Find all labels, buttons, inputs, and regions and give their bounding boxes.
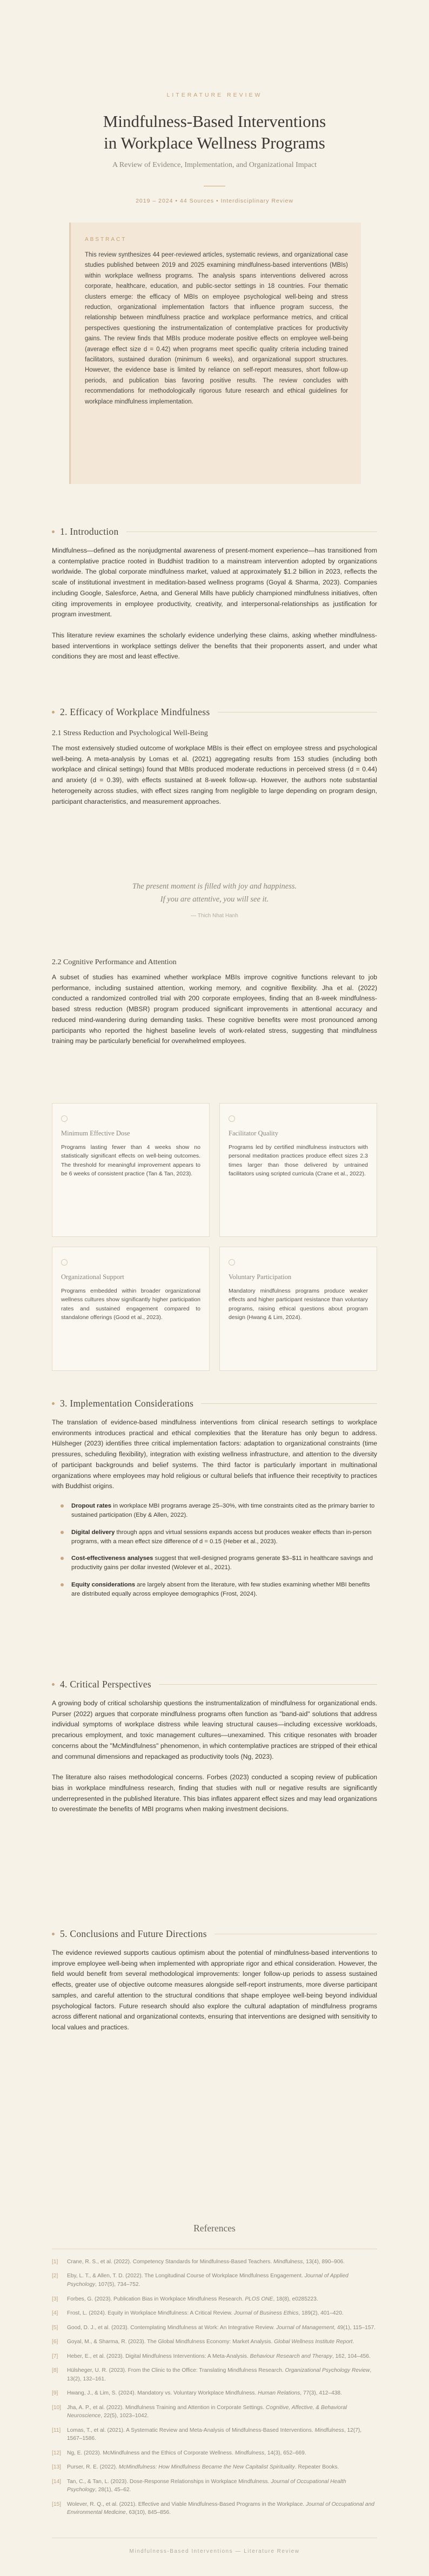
reference-text: Tan, C., & Tan, L. (2023). Dose-Response Relationships in Workplace Mindfulness. bbox=[67, 2478, 271, 2485]
reference-source: Human Relations bbox=[258, 2390, 300, 2397]
reference-details: , 12(7), 1567–1586. bbox=[67, 2427, 362, 2442]
abstract-box bbox=[69, 223, 361, 484]
reference-details: , 13(2), 132–161. bbox=[67, 2367, 372, 2382]
section-introduction bbox=[52, 525, 377, 662]
reference-number: [8] bbox=[52, 2367, 58, 2373]
pull-quote bbox=[52, 880, 377, 906]
abstract-text: This review synthesizes 44 peer-reviewed articles, systematic reviews, and organizational case studies published between 2019 and 2025 examining mindfulness-based interventions (MBIs) within workplace wellness programs. The analysis spans interventions delivered across corporate, healthcare, education, and public-sector settings in 18 countries. Four thematic clusters emerge: the efficacy of MBIs on employee psychological well-being and stress reduction, organizational implementation factors that influence program success, the relationship between mindfulness practice and workplace performance metrics, and critical perspectives questioning the instrumentalization of contemplative practices for productivity gains. The review finds that MBIs produce moderate positive effects on employee well-being (average effect size d = 0.42) when programs meet specific quality criteria including trained facilitators, sustained duration (minimum 6 weeks), and organizational support structures. However, the evidence base is limited by reliance on self-report measures, short follow-up periods, and publication bias favoring positive results. The review concludes with recommendations for methodologically rigorous future research and ethical guidelines for workplace mindfulness implementation. bbox=[85, 252, 348, 405]
reference-item bbox=[52, 2426, 377, 2443]
doc-meta: 2019 – 2024 • 44 Sources • Interdisciplinary Review bbox=[136, 198, 293, 204]
paragraph: The evidence reviewed supports cautious optimism about the potential of mindfulness-based interventions to improve employee well-being when implemented with appropriate rigor and ethical consideration. However, the field would benefit from several methodological improvements: longer follow-up periods to assess sustained effects, greater use of objective outcome measures alongside self-report instruments, more diverse participant samples, and careful attention to the structural conditions that shape employee well-being beyond individual psychological factors. Future research should also explore the cultural adaptation of mindfulness programs across different national and organizational contexts, ensuring that interventions are designed with sensitivity to local values and practices. bbox=[52, 1949, 377, 2031]
list-item bbox=[52, 1528, 377, 1547]
reference-text: Eby, L. T., & Allen, T. D. (2022). The Longitudinal Course of Workplace Mindfulness Engagement. bbox=[67, 2273, 305, 2279]
section-conclusions bbox=[52, 1927, 377, 2033]
reference-source: Mindfulness bbox=[234, 2450, 265, 2456]
section-heading bbox=[52, 1678, 377, 1691]
reference-text: Ng, E. (2023). McMindfulness and the Ethics of Corporate Wellness. bbox=[67, 2450, 235, 2456]
quote-attribution: — Thich Nhat Hanh bbox=[191, 913, 238, 919]
reference-number: [15] bbox=[52, 2501, 61, 2507]
heading-bullet-icon bbox=[52, 1683, 55, 1686]
reference-text: Hwang, J., & Lim, S. (2024). Mandatory vs. Voluntary Workplace Mindfulness. bbox=[67, 2390, 258, 2397]
section-implementation bbox=[52, 1397, 377, 1599]
point-lead: Equity considerations bbox=[71, 1581, 136, 1588]
reference-source: Journal of Management bbox=[276, 2324, 334, 2331]
paragraph: The translation of evidence-based mindfulness interventions from clinical research settings to workplace environments introduces practical and ethical complexities that the literature has only begun to address. Hülsheger (2023) identifies three critical implementation factors: adaptation to organizational constraints (time pressures, scheduling flexibility), integration with existing wellness infrastructure, and attention to the diversity of participant backgrounds and belief systems. The third factor is particularly important in multinational organizations where employees may hold religious or cultural beliefs that influence their receptivity to practices with Buddhist origins. bbox=[52, 1418, 377, 1490]
point-text: suggest that well-designed programs generate $3–$11 in healthcare savings and productivity gains per dollar invested (Wolever et al., 2021). bbox=[71, 1555, 373, 1571]
reference-details: . Repeater Books. bbox=[294, 2464, 339, 2471]
section-heading bbox=[52, 705, 377, 718]
subsection-cognitive bbox=[52, 958, 377, 1047]
reference-number: [2] bbox=[52, 2273, 58, 2279]
references-list bbox=[52, 2258, 377, 2523]
card-title: Facilitator Quality bbox=[229, 1129, 278, 1137]
reference-details: , 77(3), 412–438. bbox=[300, 2390, 342, 2397]
list-item bbox=[52, 1554, 377, 1573]
doc-title bbox=[0, 111, 429, 154]
abstract-label: ABSTRACT bbox=[85, 237, 127, 243]
finding-card bbox=[52, 1247, 210, 1371]
reference-details: , 13(4), 890–906. bbox=[303, 2259, 345, 2265]
heading-rule bbox=[159, 1684, 377, 1685]
reference-item bbox=[52, 2338, 377, 2346]
doc-subtitle: A Review of Evidence, Implementation, and Organizational Impact bbox=[112, 161, 317, 169]
reference-text: Hülsheger, U. R. (2023). From the Clinic to the Office: Translating Mindfulness Research. bbox=[67, 2367, 285, 2373]
reference-source: Mindfulness bbox=[314, 2427, 344, 2433]
reference-item bbox=[52, 2309, 377, 2318]
reference-text: Good, D. J., et al. (2023). Contemplating Mindfulness at Work: An Integrative Review. bbox=[67, 2324, 277, 2331]
finding-card bbox=[219, 1103, 377, 1237]
reference-details: , 18(8), e0285223. bbox=[273, 2296, 318, 2302]
reference-number: [14] bbox=[52, 2478, 61, 2485]
reference-details: , 107(5), 734–752. bbox=[95, 2282, 140, 2288]
reference-number: [6] bbox=[52, 2339, 58, 2345]
reference-details: . bbox=[352, 2339, 354, 2345]
circle-icon bbox=[229, 1115, 235, 1122]
reference-text: Wolever, R. Q., et al. (2021). Effective and Viable Mindfulness-Based Programs in the Workplace. bbox=[67, 2501, 306, 2507]
heading-bullet-icon bbox=[52, 1402, 55, 1405]
reference-source: PLOS ONE bbox=[245, 2296, 273, 2302]
reference-item bbox=[52, 2366, 377, 2383]
bullet-icon bbox=[61, 1504, 64, 1508]
heading-bullet-icon bbox=[52, 530, 55, 533]
paragraph: This literature review examines the scholarly evidence underlying these claims, asking whether mindfulness-based interventions in workplace settings deliver the benefits that their proponents assert, and under what conditions they are most and least effective. bbox=[52, 631, 377, 661]
point-text: are largely absent from the literature, with few studies examining whether MBI benefits are distributed equally across employee demographics (Frost, 2024). bbox=[71, 1581, 370, 1597]
reference-number: [4] bbox=[52, 2310, 58, 2317]
doc-kicker: LITERATURE REVIEW bbox=[166, 92, 263, 98]
title-line-1: Mindfulness-Based Interventions bbox=[103, 112, 326, 131]
reference-details: , 63(10), 845–856. bbox=[125, 2510, 171, 2516]
reference-text: Lomas, T., et al. (2021). A Systematic Review and Meta-Analysis of Mindfulness-Based Interventions. bbox=[67, 2427, 315, 2433]
reference-text: Forbes, G. (2023). Publication Bias in Workplace Mindfulness Research. bbox=[67, 2296, 245, 2302]
reference-item bbox=[52, 2500, 377, 2517]
reference-item bbox=[52, 2389, 377, 2398]
heading-rule bbox=[201, 1403, 377, 1404]
section-heading bbox=[52, 1397, 377, 1410]
list-item bbox=[52, 1580, 377, 1599]
card-text: Programs led by certified mindfulness instructors with personal meditation practices produce effect sizes 2.3 times larger than those delivered by untrained facilitators using scripted curricula (Crane et al., 2022). bbox=[229, 1144, 368, 1178]
quote-line-1: The present moment is filled with joy and happiness. bbox=[132, 882, 297, 891]
reference-number: [12] bbox=[52, 2450, 61, 2456]
section-title: 4. Critical Perspectives bbox=[60, 1678, 152, 1690]
section-heading bbox=[52, 1927, 377, 1940]
paragraph: Mindfulness—defined as the nonjudgmental awareness of present-moment experience—has transitioned from a contemplative practice rooted in Buddhist tradition to a mainstream intervention adopted by organizations worldwide. The global corporate mindfulness market, valued at approximately $1.2 billion in 2023, reflects the scale of institutional investment in meditation-based wellness programs (Goyal & Sharma, 2023). Companies including Google, Salesforce, Aetna, and General Mills have publicly championed mindfulness initiatives, often citing improvements in employee productivity, creativity, and interpersonal-relationships as justification for program investment. bbox=[52, 547, 377, 618]
title-line-2: in Workplace Wellness Programs bbox=[104, 133, 325, 152]
reference-number: [7] bbox=[52, 2353, 58, 2359]
reference-source: Journal of Applied Psychology bbox=[67, 2273, 348, 2288]
reference-text: Goyal, M., & Sharma, R. (2023). The Global Mindfulness Economy: Market Analysis. bbox=[67, 2339, 274, 2345]
reference-item bbox=[52, 2463, 377, 2472]
circle-icon bbox=[61, 1115, 68, 1122]
section-title: 3. Implementation Considerations bbox=[60, 1397, 194, 1409]
reference-item bbox=[52, 2258, 377, 2266]
list-item bbox=[52, 1502, 377, 1521]
paragraph: A subset of studies has examined whether workplace MBIs improve cognitive functions relevant to job performance, including sustained attention, working memory, and cognitive flexibility. Jha et al. (2022) conducted a randomized controlled trial with 200 corporate employees, finding that an 8-week mindfulness-based stress reduction (MBSR) program produced significant improvements in attentional accuracy and reduced mind-wandering during demanding tasks. These cognitive benefits were most pronounced among participants who reported the highest baseline levels of work-related stress, suggesting that mindfulness training may be particularly beneficial for overwhelmed employees. bbox=[52, 973, 377, 1045]
reference-text: Crane, R. S., et al. (2022). Competency Standards for Mindfulness-Based Teachers. bbox=[67, 2259, 274, 2265]
finding-card bbox=[219, 1247, 377, 1371]
card-title: Voluntary Participation bbox=[229, 1273, 292, 1281]
key-points-list bbox=[52, 1502, 377, 1599]
section-title: 1. Introduction bbox=[60, 526, 119, 537]
reference-source: McMindfulness: How Mindfulness Became the New Capitalist Spirituality bbox=[118, 2464, 295, 2471]
quote-line-2: If you are attentive, you will see it. bbox=[160, 895, 269, 904]
reference-number: [1] bbox=[52, 2259, 58, 2265]
heading-bullet-icon bbox=[52, 711, 55, 714]
section-heading bbox=[52, 525, 377, 538]
card-title: Organizational Support bbox=[61, 1273, 124, 1281]
point-text: in workplace MBI programs average 25–30%, with time constraints cited as the primary barrier to sustained participation (Eby & Allen, 2022). bbox=[71, 1502, 375, 1519]
reference-details: , 162, 104–456. bbox=[332, 2353, 371, 2359]
heading-bullet-icon bbox=[52, 1933, 55, 1935]
reference-details: , 28(1), 45–62. bbox=[95, 2487, 131, 2493]
section-critical bbox=[52, 1678, 377, 1815]
reference-source: Organizational Psychology Review bbox=[285, 2367, 370, 2373]
bullet-icon bbox=[61, 1583, 64, 1586]
point-lead: Dropout rates bbox=[71, 1502, 112, 1509]
reference-number: [10] bbox=[52, 2404, 61, 2411]
references-title: References bbox=[193, 2223, 236, 2234]
point-lead: Digital delivery bbox=[71, 1529, 115, 1536]
reference-source: Mindfulness bbox=[273, 2259, 303, 2265]
reference-text: Heber, E., et al. (2023). Digital Mindfulness Interventions: A Meta-Analysis. bbox=[67, 2353, 250, 2359]
reference-item bbox=[52, 2478, 377, 2494]
bullet-icon bbox=[61, 1557, 64, 1560]
subsection-title: 2.2 Cognitive Performance and Attention bbox=[52, 958, 177, 966]
reference-text: Purser, R. E. (2022). bbox=[67, 2464, 119, 2471]
reference-item bbox=[52, 2404, 377, 2420]
reference-source: Global Wellness Institute Report bbox=[274, 2339, 353, 2345]
reference-item bbox=[52, 2272, 377, 2289]
reference-details: , 14(3), 652–669. bbox=[264, 2450, 306, 2456]
reference-details: , 22(5), 1023–1042. bbox=[100, 2413, 149, 2419]
reference-details: , 49(1), 115–157. bbox=[334, 2324, 376, 2331]
paragraph: The most extensively studied outcome of workplace MBIs is their effect on employee stress and psychological well-being. A meta-analysis by Lomas et al. (2021) aggregating results from 153 studies (including both workplace and clinical settings) found that MBIs produced moderate reductions in perceived stress (d = 0.44) and anxiety (d = 0.39), with effects sustained at 8-week follow-up. However, the authors note substantial heterogeneity across studies, with effect sizes ranging from negligible to large depending on program design, participant characteristics, and measurement approaches. bbox=[52, 744, 377, 805]
reference-item bbox=[52, 2324, 377, 2332]
reference-details: , 189(2), 401–420. bbox=[298, 2310, 344, 2317]
circle-icon bbox=[61, 1259, 68, 1266]
reference-number: [5] bbox=[52, 2324, 58, 2331]
reference-item bbox=[52, 2295, 377, 2304]
paragraph: A growing body of critical scholarship questions the instrumentalization of mindfulness for organizational ends. Purser (2022) argues that corporate mindfulness programs often function as "band-aid" solutions that address individual symptoms of workplace distress while leaving structural causes—including excessive workloads, precarious employment, and toxic management cultures—unexamined. This critique resonates with broader concerns about the "McMindfulness" phenomenon, in which contemplative practices are stripped of their ethical and communal dimensions and repackaged as productivity tools (Ng, 2023). bbox=[52, 1699, 377, 1760]
circle-icon bbox=[229, 1259, 235, 1266]
card-text: Programs lasting fewer than 4 weeks show no statistically significant effects on well-being outcomes. The threshold for meaningful improvement appears to be 6 weeks of consistent practice (Tan & Tan, 2023). bbox=[61, 1144, 200, 1178]
bullet-icon bbox=[61, 1531, 64, 1534]
paragraph: The literature also raises methodological concerns. Forbes (2023) conducted a scoping review of publication bias in workplace mindfulness research, finding that studies with null or negative results are significantly underrepresented in the published literature. This bias inflates apparent effect sizes and may lead organizations to overestimate the benefits of MBI programs when making investment decisions. bbox=[52, 1773, 377, 1813]
reference-number: [13] bbox=[52, 2464, 61, 2471]
reference-source: Journal of Occupational Health Psychology bbox=[67, 2478, 346, 2493]
reference-number: [11] bbox=[52, 2427, 61, 2433]
finding-card bbox=[52, 1103, 210, 1237]
section-efficacy bbox=[52, 705, 377, 807]
reference-source: Journal of Business Ethics bbox=[233, 2310, 299, 2317]
reference-number: [3] bbox=[52, 2296, 58, 2302]
card-text: Mandatory mindfulness programs produce weaker effects and higher participant resistance than voluntary programs, raising ethical questions about program design (Hwang & Lim, 2024). bbox=[229, 1288, 368, 1321]
reference-text: Jha, A. P., et al. (2022). Mindfulness Training and Attention in Corporate Settings. bbox=[67, 2404, 266, 2411]
card-title: Minimum Effective Dose bbox=[61, 1129, 130, 1137]
reference-source: Cognitive, Affective, & Behavioral Neuroscience bbox=[67, 2404, 347, 2419]
point-text: through apps and virtual sessions expands access but produces weaker effects than in-person programs, with a mean effect size difference of d = 0.15 (Heber et al., 2023). bbox=[71, 1529, 372, 1545]
reference-source: Journal of Occupational and Environmental Medicine bbox=[67, 2501, 374, 2516]
reference-number: [9] bbox=[52, 2390, 58, 2397]
card-text: Programs embedded within broader organizational wellness cultures show significantly higher participation rates and sustained engagement compared to standalone offerings (Good et al., 2023). bbox=[61, 1288, 200, 1321]
subsection-title: 2.1 Stress Reduction and Psychological Well-Being bbox=[52, 729, 208, 737]
reference-source: Behaviour Research and Therapy bbox=[250, 2353, 332, 2359]
reference-item bbox=[52, 2449, 377, 2458]
reference-text: Frost, L. (2024). Equity in Workplace Mindfulness: A Critical Review. bbox=[67, 2310, 234, 2317]
reference-item bbox=[52, 2352, 377, 2361]
section-title: 2. Efficacy of Workplace Mindfulness bbox=[60, 706, 210, 717]
point-lead: Cost-effectiveness analyses bbox=[71, 1555, 153, 1562]
section-title: 5. Conclusions and Future Directions bbox=[60, 1928, 207, 1939]
page-footer: Mindfulness-Based Interventions — Literature Review bbox=[129, 2548, 300, 2554]
